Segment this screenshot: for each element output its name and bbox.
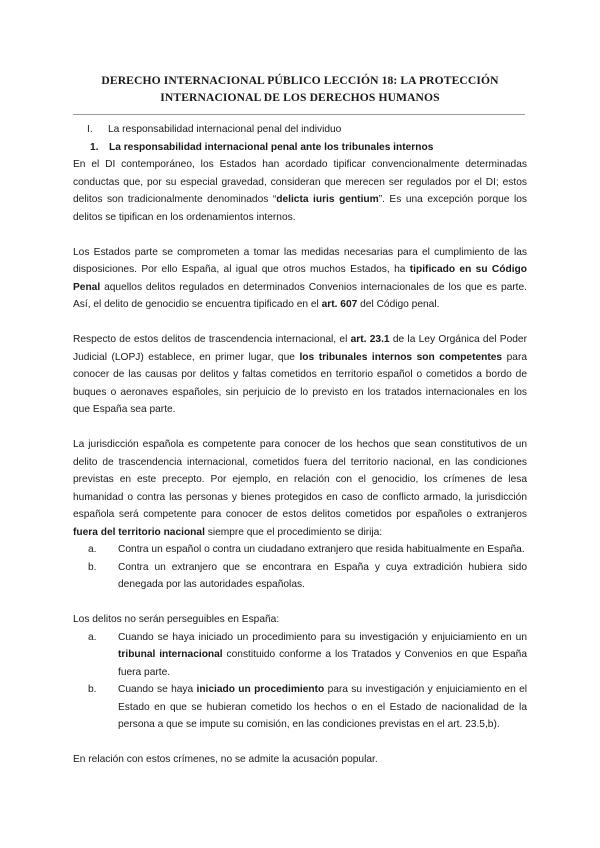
title-divider (73, 114, 525, 115)
page-title (60, 72, 540, 106)
paragraph-1: En el DI contemporáneo, los Estados han acordado tipificar convencionalmente determinadas conductas que, por su especial gravedad, consideran que merecen ser regulados por el DI; estos delitos son tradicionalmente denominados “delicta iuris gentium”. Es una excepción porque los delitos se tipifican en los ordenamientos internos. (73, 159, 527, 223)
section-title: La responsabilidad internacional penal del individuo (108, 124, 342, 135)
document-body (73, 121, 527, 769)
list-item: b. Cuando se haya iniciado un procedimiento para su investigación y enjuiciamiento en el Estado en que se hubieran cometido los hechos o en el Estado de nacionalidad de la persona a que se impute su comisión, en las condiciones previstas en el art. 23.5,b). (88, 684, 528, 730)
section-number: I. (87, 124, 93, 135)
paragraph-3: Respecto de estos delitos de trascendencia internacional, el art. 23.1 de la Ley Orgánica del Poder Judicial (LOPJ) establece, en primer lugar, que los tribunales internos son competentes para conocer de las causas por delitos y faltas cometidos en territorio español o cometidos a bordo de buques o aeronaves españoles, sin perjuicio de lo previsto en los tratados internacionales en los que España sea parte. (73, 334, 528, 415)
list-item: b. Contra un extranjero que se encontrara en España y cuya extradición hubiera sido denegada por las autoridades españolas. (88, 561, 527, 590)
subsection-title: La responsabilidad internacional penal ante los tribunales internos (109, 141, 434, 153)
list-item: a. Contra un español o contra un ciudadano extranjero que resida habitualmente en España. (88, 544, 525, 555)
subsection-heading (73, 139, 527, 157)
list-item: a. Cuando se haya iniciado un procedimiento para su investigación y enjuiciamiento en un tribunal internacional constituido conforme a los Tratados y Convenios en que España fuera parte. (88, 631, 527, 678)
subsection-number: 1. (90, 141, 99, 153)
paragraph-2: Los Estados parte se comprometen a tomar las medidas necesarias para el cumplimiento de las disposiciones. Por ello España, al igual que otros muchos Estados, ha tipificado en su Código Penal aquellos delitos regulados en determinados Convenios internacionales de los que es parte. Así, el delito de genocidio se encuentra tipificado en el art. 607 del Código penal. (73, 246, 527, 310)
paragraph-4: La jurisdicción española es competente para conocer de los hechos que sean constitutivos de un delito de trascendencia internacional, cometidos fuera del territorio nacional, en las condiciones previstas en este precepto. Por ejemplo, en relación con el genocidio, los crímenes de lesa humanidad o contra las personas y bienes protegidos en caso de conflicto armado, la jurisdicción española será competente para conocer de estos delitos cometidos por españoles o extranjeros fuera del territorio nacional siempre que el procedimiento se dirija: (73, 439, 527, 538)
title-line-1: DERECHO INTERNACIONAL PÚBLICO LECCIÓN 18: LA PROTECCIÓN (101, 74, 499, 87)
title-line-2: INTERNACIONAL DE LOS DERECHOS HUMANOS (160, 91, 440, 104)
section-heading (73, 121, 527, 139)
paragraph-5: Los delitos no serán perseguibles en España: (73, 614, 280, 625)
paragraph-6: En relación con estos crímenes, no se admite la acusación popular. (73, 754, 378, 765)
